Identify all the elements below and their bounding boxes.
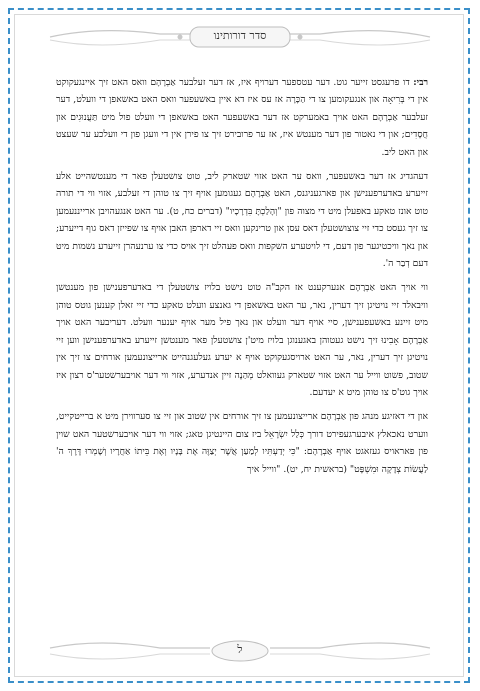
paragraph-text: און די דאזיגע מנהג פון אַבְרָהָם ארייצונעמען צו זיך אורחים אין שטוב און זיי צו סערווירן מיט א ברייטקייט, ווערט נאכאלץ איבערגעפירט דורך כְּלַל יִשְׂרָאֵל ביז צום היינטיגן טאג; אזוי ווי דער אויבערשטער האט שוין פון פאראויס געזאגט אויף אַבְרָהָם: "כִּי יְדַעְתִּיו לְמַעַן אֲשֶׁר יְצַוֶּה אֶת בָּנָיו וְאֶת בֵּיתוֹ אַחֲרָיו וְשָׁמְרוּ דֶּרֶךְ ה' לַעֲשׂוֹת צְדָקָה וּמִשְׁפָּט" (בראשית יח, יט). "ווייל איך [56, 411, 428, 475]
paragraph [56, 408, 428, 478]
body-text [56, 74, 428, 485]
paragraph-text: דו פרעגסט זייער גוט. דער עטספער דערויף איז, אז דער זעלבער אַבְרָהָם וואס האט זיך איינגעקוקט אין די בְּרִיאָה און אנגעקומען צו די הַכָּרָה אז עס איז דא איין באשעפער וואס האט באשאפן די וועלט, דער זעלבער אַבְרָהָם האט אויך באמערקט אז דער באשעפער האט באשאפן די וועלט פול מיט תַּעֲנוּגִים און חֲסָדִים; און די נאטור פון דער מענטש איז, אז ער פרובירט זיך צו פירן אין די וועגן פון די וועלכע ער שעצט און האט ליב. [56, 77, 428, 158]
paragraph [56, 74, 428, 161]
paragraph-text: ווי אויך האט אַבְרָהָם אנערקענט אז הקב"ה טוט נישט בלויז צושטעלן די באדערפענישן פון מענטשן וויבאלד זיי נויטיגן זיך דערין, נאר, ער האט באשאפן די גאנצע וועלט טאקע כדי זיי זאלן קענען גוטס טוהן מיט זיינע באשעפענישן, סיי אויף דער וועלט און נאך פיל מער אויף יענער וועלט. דעריבער האט אויך אַבְרָהָם אָבִינוּ זיך נישט געטוהן באגענוגן בלויז מיט'ן צושטעלן פאר מענטשן זייערע באדערפענישן ווען זיי נויטיגן זיך דערין, נאר, ער האט ארויסגעקוקט אויף א יעדע געלעגנהייט ארייצונעמען אורחים צו זיך אין שטוב, פשוט ווייל ער האט אזוי שטארק געוואלט מְהַנֶה זיין אנדערע, אזוי ווי דער אויבערשטער'ס רצון איז אויך גוט'ס צו טוהן מיט א יעדעם. [56, 282, 428, 398]
header-ornament [40, 22, 440, 52]
speaker-label: רבי: [413, 77, 429, 88]
page-number: ל [237, 643, 243, 656]
paragraph [56, 168, 428, 272]
paragraph [56, 279, 428, 401]
footer-ornament [40, 636, 440, 666]
running-title: סדר דורותינו [213, 29, 267, 42]
paragraph-text: דעהגדיג אז דער באשעפער, וואס ער האט אזוי שטארק ליב, טוט צושטעלן פאר די מענטשהייט אלע זייערע באדערפענישן און פארגעניגנס, האט אַבְרָהָם געגומען אויף זיך צו טוהן די זעלבע, אזוי ווי די תורה טוט אונז טאקע באפעלן מיט די מצוה פון "וְהָלַכְתָּ בִּדְרָכָיו" (דברים כח, ט). ער האט אנגעהויבן ארייננעמען צו זיך געסט כדי זיי צוצושטעלן דאס עסן און טרינקען וואס זיי דארפן האבן אויף צו שפייזן דאס גוף דייערע; און נאך וויכטיגער פון דעם, די לויטערע השקפות וואס פעהלט זיך אויס כדי צו ערנעהרן זייערע נשמות מיט דעם דְבַר ה'. [56, 171, 428, 270]
